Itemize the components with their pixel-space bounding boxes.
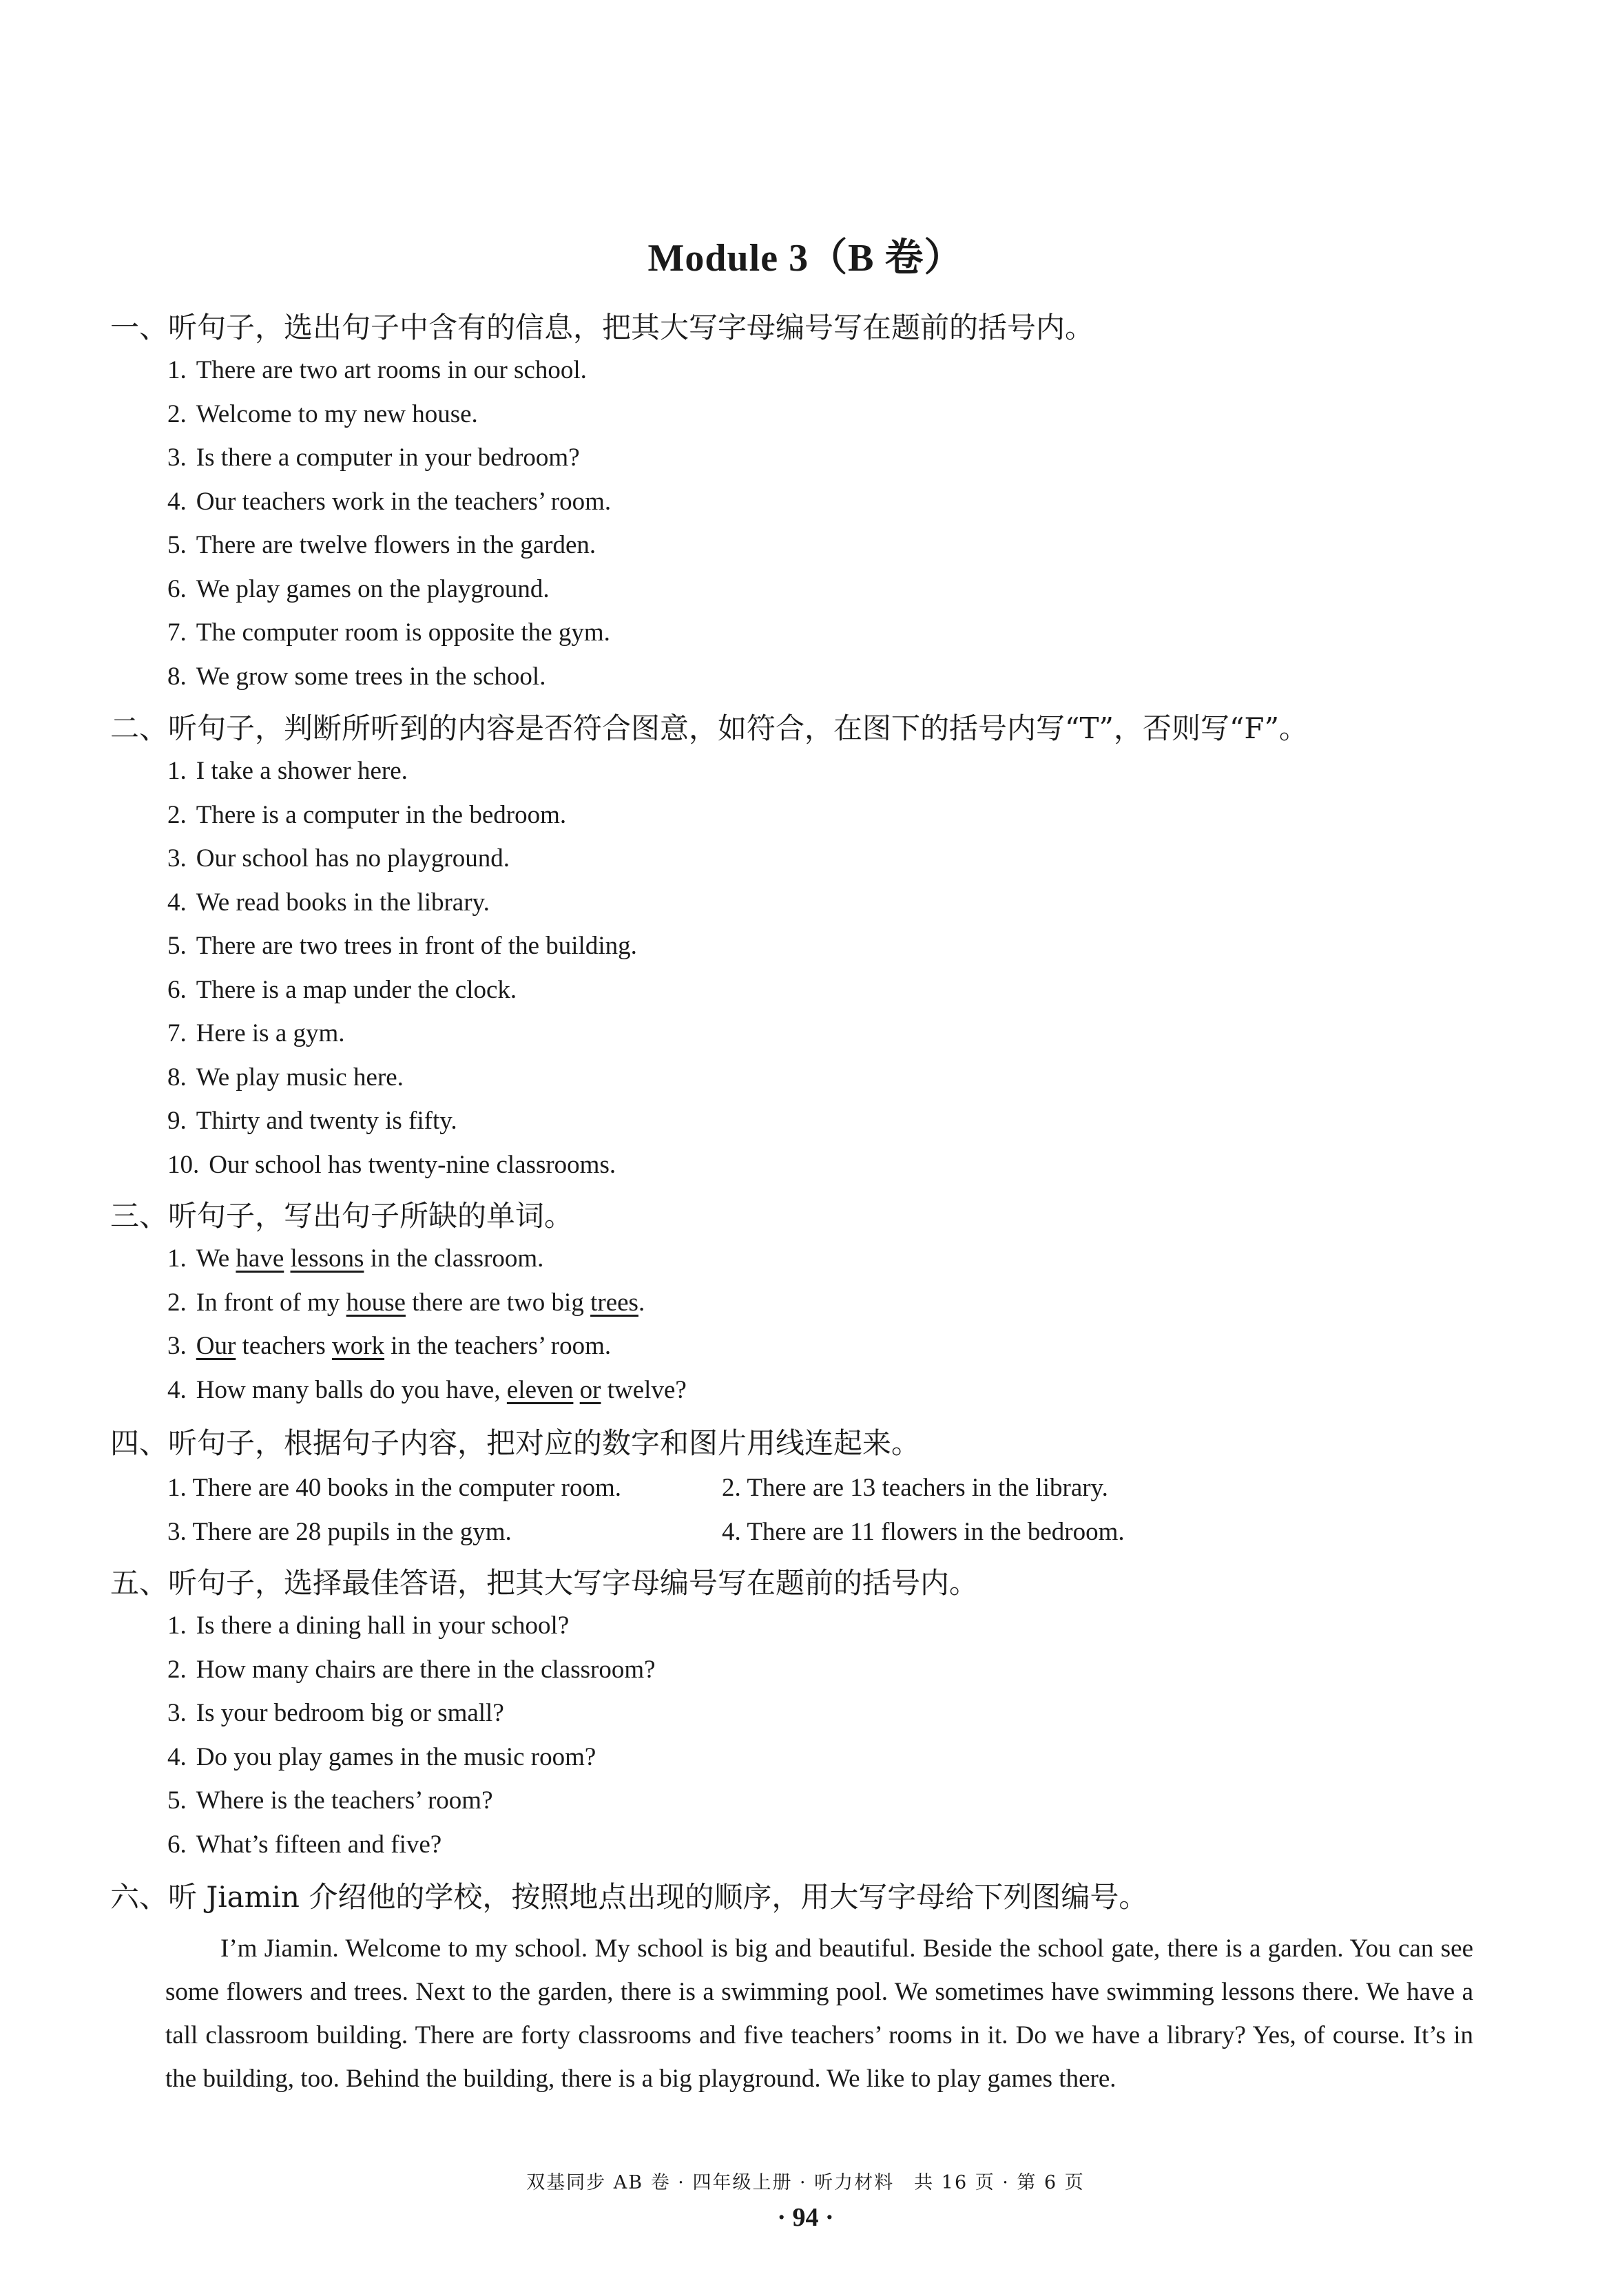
item-number: 2.: [167, 1655, 187, 1684]
item-number: 1.: [167, 1611, 187, 1640]
item-text: How many chairs are there in the classroom?: [196, 1655, 656, 1684]
item-text: There is a computer in the bedroom.: [196, 800, 567, 829]
section-1: [110, 313, 1501, 707]
item-number: 4.: [167, 888, 187, 917]
answer-word: lessons: [290, 1244, 364, 1273]
item-text: There are two art rooms in our school.: [196, 356, 587, 384]
item-number: 8.: [167, 1063, 187, 1092]
item-number: 8.: [167, 662, 187, 691]
list-item: [110, 489, 1501, 533]
list-item: [110, 1065, 1501, 1109]
list-item: [110, 1832, 1501, 1876]
item-number: 10.: [167, 1150, 200, 1179]
item-number: 2.: [167, 1288, 187, 1317]
two-column-row: [110, 1517, 1501, 1561]
section-5: [110, 1566, 1501, 1875]
item-text: .: [638, 1288, 645, 1317]
item-text: [573, 1376, 579, 1404]
item-text: We: [196, 1244, 236, 1273]
item-text: Our school has no playground.: [196, 844, 510, 873]
item-text: We play music here.: [196, 1063, 404, 1092]
list-item: [110, 1290, 1501, 1334]
item-text: What’s fifteen and five?: [196, 1830, 442, 1859]
list-item: 4. There are 11 flowers in the bedroom.: [722, 1517, 1125, 1546]
item-text: Is there a dining hall in your school?: [196, 1611, 570, 1640]
item-number: 4.: [167, 1742, 187, 1771]
section-6: [110, 1880, 1501, 2100]
list-item: [110, 1246, 1501, 1290]
list-item: [110, 1152, 1501, 1196]
two-column-row: [110, 1473, 1501, 1517]
section-heading: 五、听句子，选择最佳答语，把其大写字母编号写在题前的括号内。: [110, 1566, 979, 1600]
item-number: 6.: [167, 975, 187, 1004]
item-text: twelve?: [601, 1375, 687, 1404]
item-number: 5.: [167, 932, 187, 960]
page-number: · 94 ·: [777, 2203, 834, 2232]
item-number: 9.: [167, 1107, 187, 1135]
section-heading: 三、听句子，写出句子所缺的单词。: [110, 1199, 574, 1233]
list-item: [110, 576, 1501, 620]
list-item: [110, 1613, 1501, 1657]
list-item: [110, 532, 1501, 576]
page-title: Module 3（B 卷）: [647, 237, 964, 280]
list-item: 2. There are 13 teachers in the library.: [722, 1474, 1108, 1502]
item-number: 4.: [167, 1375, 187, 1404]
item-text: Do you play games in the music room?: [196, 1742, 596, 1771]
item-text: there are two big: [405, 1288, 591, 1317]
item-text: The computer room is opposite the gym.: [196, 618, 610, 647]
item-number: 5.: [167, 1786, 187, 1815]
item-text: In front of my: [196, 1288, 346, 1317]
item-list: [110, 758, 1501, 1196]
item-number: 2.: [167, 800, 187, 829]
item-text: Is there a computer in your bedroom?: [196, 443, 580, 472]
item-number: 6.: [167, 574, 187, 603]
item-number: 2.: [167, 399, 187, 428]
item-text: Here is a gym.: [196, 1019, 345, 1047]
list-item: [110, 802, 1501, 846]
list-item: 3. There are 28 pupils in the gym.: [167, 1517, 512, 1546]
answer-word: or: [579, 1375, 601, 1404]
item-text: Where is the teachers’ room?: [196, 1786, 493, 1815]
item-text: teachers: [236, 1332, 332, 1360]
list-item: [110, 1657, 1501, 1701]
list-item: [110, 620, 1501, 664]
item-text: We play games on the playground.: [196, 574, 550, 603]
item-text: Our teachers work in the teachers’ room.: [196, 487, 612, 516]
section-heading: 一、听句子，选出句子中含有的信息，把其大写字母编号写在题前的括号内。: [110, 311, 1094, 344]
item-number: 3.: [167, 1699, 187, 1727]
item-number: 3.: [167, 844, 187, 873]
list-item: [110, 1333, 1501, 1377]
section-3: [110, 1199, 1501, 1421]
item-number: 1.: [167, 757, 187, 785]
item-number: 1.: [167, 1244, 187, 1273]
item-text: There are two trees in front of the building.: [196, 932, 637, 960]
item-text: in the classroom.: [364, 1244, 544, 1273]
item-list: [110, 1613, 1501, 1875]
item-text: There are twelve flowers in the garden.: [196, 531, 596, 559]
item-number: 7.: [167, 618, 187, 647]
item-text: [284, 1244, 290, 1273]
list-item: [110, 933, 1501, 977]
list-item: 1. There are 40 books in the computer room.: [167, 1474, 621, 1502]
section-4: [110, 1426, 1501, 1561]
list-item: [110, 401, 1501, 446]
section-heading: 四、听句子，根据句子内容，把对应的数字和图片用线连起来。: [110, 1426, 921, 1460]
item-text: We read books in the library.: [196, 888, 490, 917]
list-item: [110, 1021, 1501, 1065]
answer-word: have: [236, 1244, 284, 1273]
item-text: We grow some trees in the school.: [196, 662, 546, 691]
item-text: How many balls do you have,: [196, 1375, 507, 1404]
item-text: Our school has twenty-nine classrooms.: [209, 1150, 616, 1179]
list-item: [110, 357, 1501, 401]
section-heading: 六、听 Jiamin 介绍他的学校，按照地点出现的顺序，用大写字母给下列图编号。: [110, 1880, 1148, 1914]
answer-word: trees: [590, 1288, 638, 1317]
item-text: Thirty and twenty is fifty.: [196, 1107, 457, 1135]
list-item: [110, 1377, 1501, 1421]
item-number: 5.: [167, 531, 187, 559]
list-item: [110, 758, 1501, 802]
list-item: [110, 890, 1501, 934]
item-number: 1.: [167, 356, 187, 384]
item-text: There is a map under the clock.: [196, 975, 517, 1004]
answer-word: house: [346, 1288, 406, 1317]
page-footer: 双基同步 AB 卷 · 四年级上册 · 听力材料 共 16 页 · 第 6 页: [526, 2172, 1085, 2193]
list-item: [110, 846, 1501, 890]
item-text: Is your bedroom big or small?: [196, 1699, 504, 1727]
section-2: [110, 711, 1501, 1196]
item-text: Welcome to my new house.: [196, 399, 478, 428]
list-item: [110, 1788, 1501, 1832]
item-number: 3.: [167, 443, 187, 472]
list-item: [110, 1108, 1501, 1152]
list-item: [110, 664, 1501, 708]
item-number: 6.: [167, 1830, 187, 1859]
listening-passage: I’m Jiamin. Welcome to my school. My school is big and beautiful. Beside the school gate, there is a garden. You can see some flowers and trees. Next to the garden, there is a swimming pool. We sometimes have swimming lessons there. We have a tall classroom building. There are forty classrooms and five teachers’ rooms in it. Do we have a library? Yes, of course. It’s in the building, too. Behind the building, there is a big playground. We like to play games there.: [165, 1934, 1473, 2093]
item-number: 7.: [167, 1019, 187, 1047]
list-item: [110, 1744, 1501, 1788]
section-heading: 二、听句子，判断所听到的内容是否符合图意，如符合，在图下的括号内写“T”，否则写“F”。: [110, 711, 1309, 745]
item-number: 3.: [167, 1332, 187, 1360]
list-item: [110, 977, 1501, 1021]
answer-word: Our: [196, 1332, 236, 1360]
item-text: I take a shower here.: [196, 757, 408, 785]
item-text: in the teachers’ room.: [384, 1332, 612, 1360]
list-item: [110, 445, 1501, 489]
item-list: [110, 1246, 1501, 1421]
item-list: [110, 357, 1501, 707]
answer-word: work: [332, 1332, 385, 1360]
item-number: 4.: [167, 487, 187, 516]
list-item: [110, 1700, 1501, 1744]
answer-word: eleven: [506, 1375, 574, 1404]
